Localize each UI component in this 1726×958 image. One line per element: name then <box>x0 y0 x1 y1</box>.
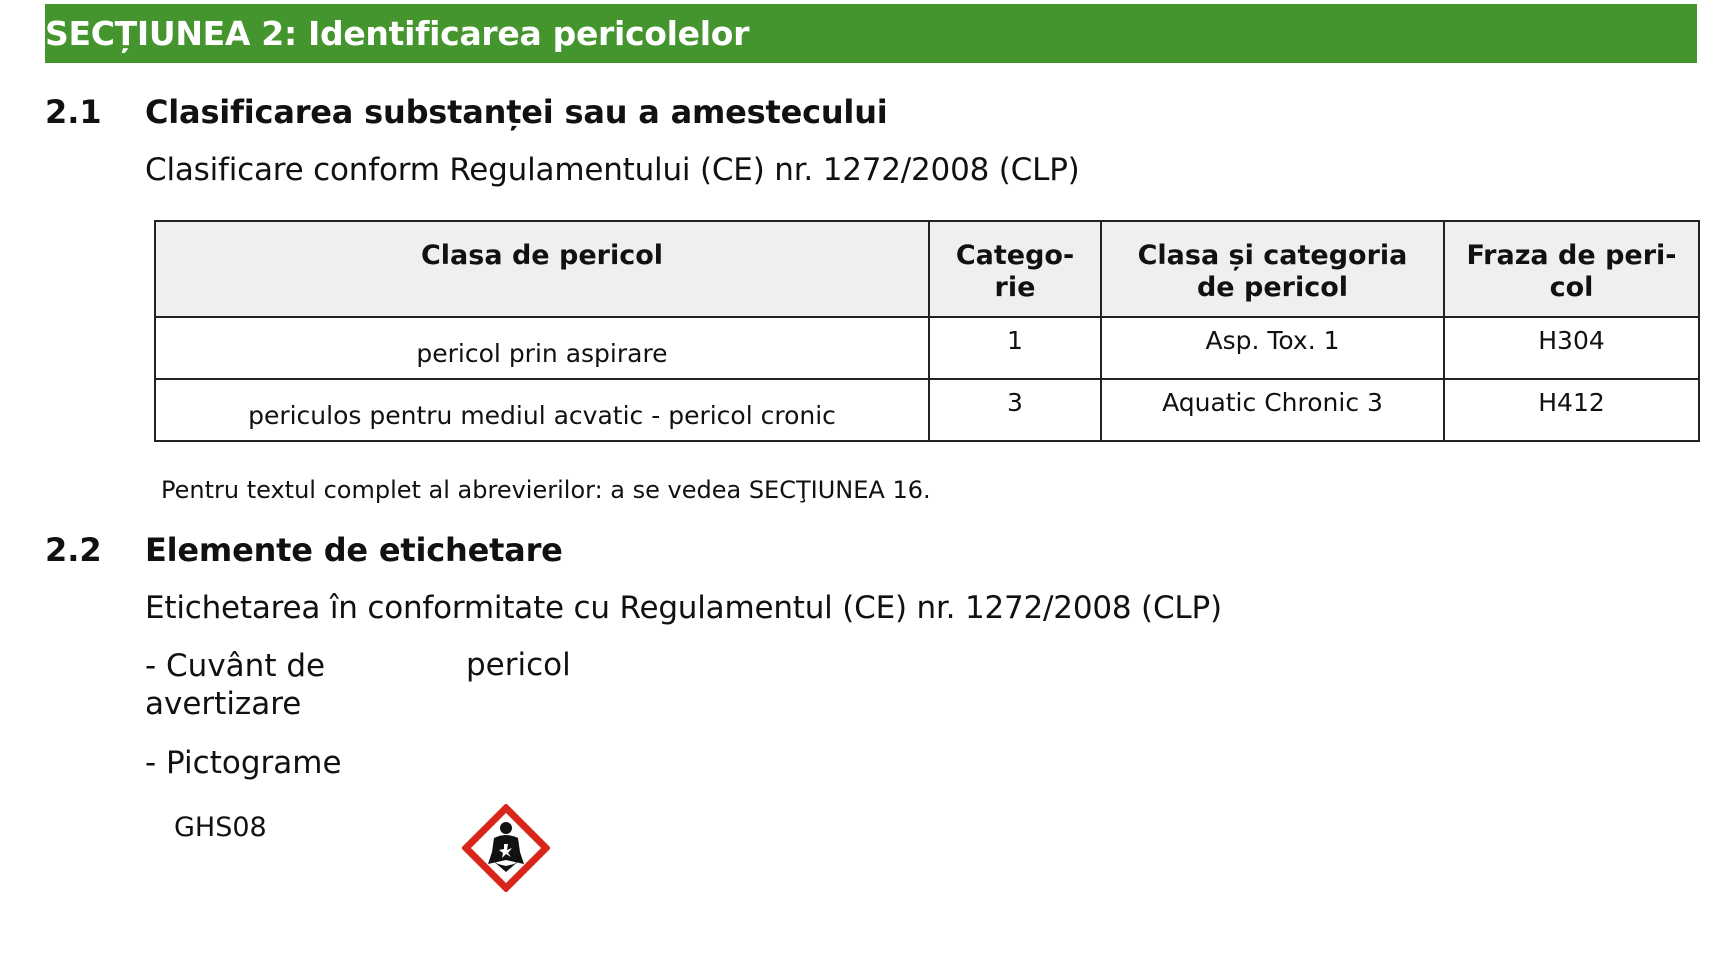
pictograms-label: - Pictograme <box>145 745 342 781</box>
subsection-number-2-1: 2.1 <box>45 93 102 131</box>
header-statement-text: Fraza de peri- col <box>1466 240 1677 303</box>
header-category <box>929 221 1101 317</box>
signal-word-label: - Cuvânt de avertizare <box>145 648 326 722</box>
classification-regulation-text: Clasificare conform Regulamentului (CE) nr. 1272/2008 (CLP) <box>145 152 1080 188</box>
cell-class-category: Asp. Tox. 1 <box>1101 317 1444 379</box>
hazard-classification-table <box>154 220 1700 442</box>
abbreviations-note: Pentru textul complet al abrevierilor: a se vedea SECŢIUNEA 16. <box>161 476 931 504</box>
table-header-row <box>155 221 1699 317</box>
section-title-bar <box>45 4 1697 63</box>
labelling-regulation-text: Etichetarea în conformitate cu Regulamentul (CE) nr. 1272/2008 (CLP) <box>145 590 1222 626</box>
cell-hazard-statement: H304 <box>1444 317 1699 379</box>
section-title: SECȚIUNEA 2: Identificarea pericolelor <box>45 14 750 53</box>
signal-word-value: pericol <box>466 647 571 683</box>
cell-class-category: Aquatic Chronic 3 <box>1101 379 1444 441</box>
pictogram-code: GHS08 <box>174 812 267 843</box>
subsection-title-2-2: Elemente de etichetare <box>145 531 563 569</box>
header-hazard-class: Clasa de pericol <box>155 221 929 317</box>
header-class-category: Clasa și categoria de pericol <box>1101 221 1444 317</box>
subsection-number-2-2: 2.2 <box>45 531 102 569</box>
subsection-title-2-1: Clasificarea substanței sau a amestecului <box>145 93 888 131</box>
cell-hazard-statement: H412 <box>1444 379 1699 441</box>
cell-hazard-class: periculos pentru mediul acvatic - pericol cronic <box>155 379 929 441</box>
health-hazard-icon <box>462 804 550 892</box>
cell-hazard-class: pericol prin aspirare <box>155 317 929 379</box>
table-row <box>155 379 1699 441</box>
cell-category: 3 <box>929 379 1101 441</box>
header-hazard-statement <box>1444 221 1699 317</box>
cell-category: 1 <box>929 317 1101 379</box>
header-category-text: Catego- rie <box>955 240 1075 303</box>
table-row <box>155 317 1699 379</box>
